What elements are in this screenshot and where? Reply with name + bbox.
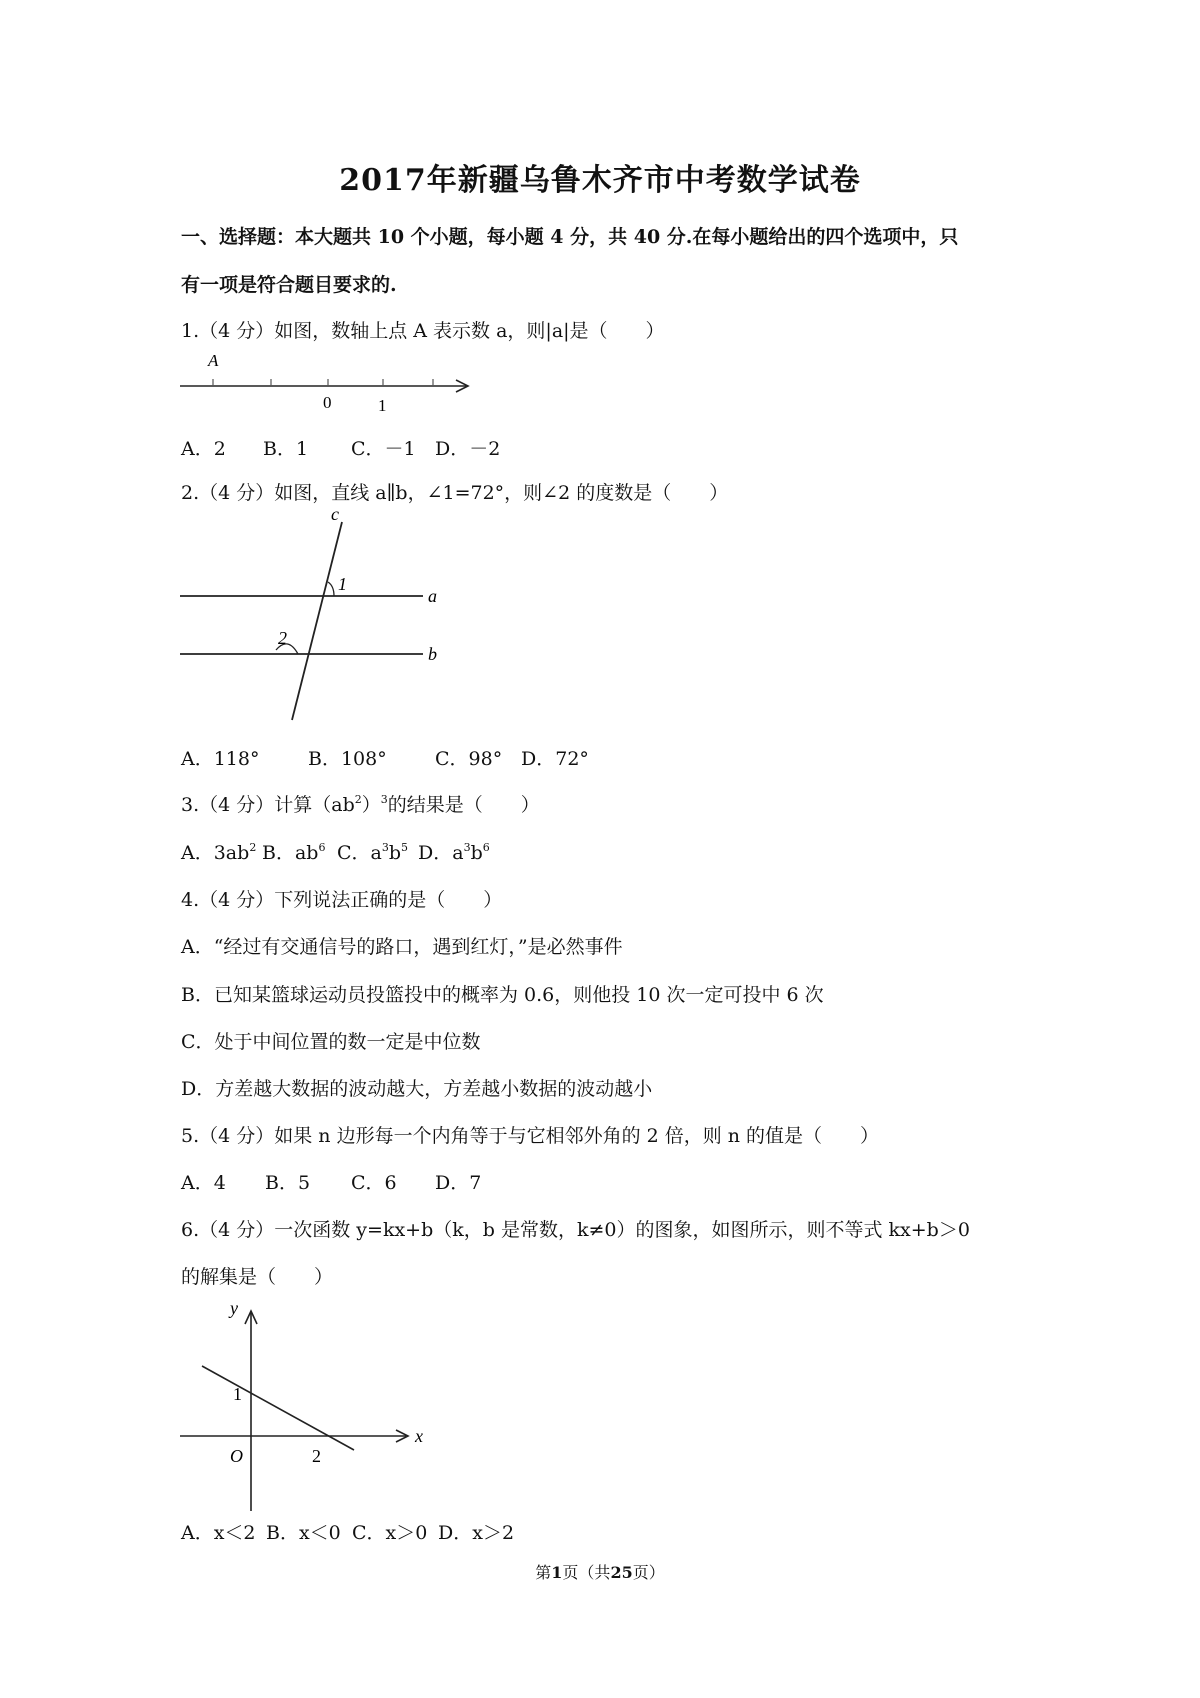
tick-label-1: 1 bbox=[378, 396, 387, 413]
footer-page-number: 1 bbox=[551, 1563, 563, 1582]
exam-title: 2017年新疆乌鲁木齐市中考数学试卷 bbox=[339, 163, 861, 198]
q3-choice-d[interactable] bbox=[418, 838, 490, 865]
q3-stem bbox=[181, 790, 540, 817]
q2-choice-a[interactable]: A．118° bbox=[181, 748, 260, 770]
q5-choice-a[interactable]: A．4 bbox=[181, 1172, 226, 1194]
q3-choice-b-base: B．ab bbox=[262, 842, 319, 864]
label-angle-1: 1 bbox=[338, 574, 347, 594]
angle-1-arc bbox=[328, 582, 334, 596]
q1-choice-c[interactable]: C．－1 bbox=[351, 438, 416, 460]
q1-choice-d[interactable]: D．－2 bbox=[435, 438, 501, 460]
q3-stem-post: 的结果是（ ） bbox=[387, 794, 540, 816]
q3-choice-c[interactable] bbox=[337, 838, 418, 865]
q4-choice-c[interactable]: C．处于中间位置的数一定是中位数 bbox=[181, 1031, 481, 1053]
q6-choice-a[interactable]: A．x＜2 bbox=[181, 1522, 256, 1544]
q6-choice-d[interactable]: D．x＞2 bbox=[438, 1522, 515, 1544]
footer-total-pages: 25 bbox=[610, 1563, 633, 1582]
q4-choice-a[interactable]: A．“经过有交通信号的路口，遇到红灯，”是必然事件 bbox=[181, 936, 623, 958]
footer-pre: 第 bbox=[535, 1563, 552, 1582]
q3-choice-d-exp-a: 3 bbox=[463, 841, 471, 854]
q2-choice-c[interactable]: C．98° bbox=[435, 748, 503, 770]
q1-number-line-figure bbox=[178, 348, 478, 413]
tick-label-0: 0 bbox=[323, 393, 332, 412]
q1-stem: 1.（4 分）如图，数轴上点 A 表示数 a，则|a|是（ ） bbox=[181, 320, 665, 342]
transversal-c bbox=[292, 522, 342, 720]
page-footer bbox=[0, 1560, 1200, 1583]
label-a: a bbox=[428, 586, 437, 606]
x-axis-label: x bbox=[415, 1426, 423, 1446]
q1-choice-a[interactable]: A．2 bbox=[181, 438, 226, 460]
function-line bbox=[202, 1366, 354, 1450]
q5-choices bbox=[181, 1168, 481, 1195]
q3-choice-a-base: A．3ab bbox=[181, 842, 250, 864]
q2-choice-b[interactable]: B．108° bbox=[308, 748, 387, 770]
q3-choice-c-base-b: b bbox=[388, 842, 402, 864]
q6-choice-b[interactable]: B．x＜0 bbox=[266, 1522, 341, 1544]
q1-choice-b[interactable]: B．1 bbox=[263, 438, 309, 460]
q3-stem-exp-outer: 3 bbox=[380, 793, 388, 806]
q3-choice-a-exp: 2 bbox=[249, 841, 257, 854]
footer-mid: 页（共 bbox=[562, 1563, 611, 1582]
q5-choice-d[interactable]: D．7 bbox=[435, 1172, 482, 1194]
x-intercept-label: 2 bbox=[312, 1446, 321, 1466]
q3-choices bbox=[181, 838, 490, 865]
q3-choice-b-exp: 6 bbox=[318, 841, 326, 854]
q6-function-graph-figure bbox=[178, 1293, 438, 1513]
section-heading-line1: 一、选择题：本大题共 10 个小题，每小题 4 分，共 40 分.在每小题给出的四个选项中，只 bbox=[181, 226, 959, 248]
q3-choice-c-exp-b: 5 bbox=[401, 841, 409, 854]
q3-choice-c-exp-a: 3 bbox=[381, 841, 389, 854]
q3-choice-d-exp-b: 6 bbox=[482, 841, 490, 854]
y-axis-label: y bbox=[230, 1298, 238, 1318]
q2-choice-d[interactable]: D．72° bbox=[521, 748, 589, 770]
q3-choice-d-base-b: b bbox=[470, 842, 483, 864]
q4-choice-b[interactable]: B．已知某篮球运动员投篮投中的概率为 0.6，则他投 10 次一定可投中 6 次 bbox=[181, 984, 824, 1006]
q6-stem-line1: 6.（4 分）一次函数 y=kx+b（k，b 是常数，k≠0）的图象，如图所示，则不等式 kx+b＞0 bbox=[181, 1219, 970, 1241]
y-intercept-label: 1 bbox=[233, 1384, 242, 1404]
section-heading-line2: 有一项是符合题目要求的. bbox=[181, 274, 397, 296]
q3-choice-c-base-a: C．a bbox=[337, 842, 382, 864]
label-angle-2: 2 bbox=[278, 628, 287, 648]
q6-choice-c[interactable]: C．x＞0 bbox=[352, 1522, 428, 1544]
point-a-label: A bbox=[208, 351, 219, 370]
q4-stem: 4.（4 分）下列说法正确的是（ ） bbox=[181, 889, 503, 911]
q5-stem: 5.（4 分）如果 n 边形每一个内角等于与它相邻外角的 2 倍，则 n 的值是（ ） bbox=[181, 1125, 880, 1147]
origin-label: O bbox=[230, 1446, 243, 1466]
q3-stem-pre: 3.（4 分）计算（ab bbox=[181, 794, 355, 816]
q3-choice-d-base-a: D．a bbox=[418, 842, 464, 864]
q2-choices bbox=[181, 744, 589, 771]
q2-parallel-lines-figure bbox=[178, 506, 458, 726]
label-b: b bbox=[428, 644, 437, 664]
q6-stem-line2: 的解集是（ ） bbox=[181, 1266, 334, 1288]
q3-choice-a[interactable] bbox=[181, 838, 262, 865]
q6-choices bbox=[181, 1518, 514, 1545]
q4-choice-d[interactable]: D．方差越大数据的波动越大，方差越小数据的波动越小 bbox=[181, 1078, 653, 1100]
q5-choice-c[interactable]: C．6 bbox=[351, 1172, 397, 1194]
q2-stem: 2.（4 分）如图，直线 a∥b，∠1=72°，则∠2 的度数是（ ） bbox=[181, 482, 729, 504]
q3-stem-exp-inner: 2 bbox=[354, 793, 362, 806]
footer-post: 页） bbox=[632, 1563, 665, 1582]
label-c: c bbox=[331, 506, 339, 524]
q5-choice-b[interactable]: B．5 bbox=[265, 1172, 311, 1194]
q3-stem-mid: ） bbox=[361, 794, 381, 816]
q1-choices bbox=[181, 434, 500, 461]
q3-choice-b[interactable] bbox=[262, 838, 337, 865]
